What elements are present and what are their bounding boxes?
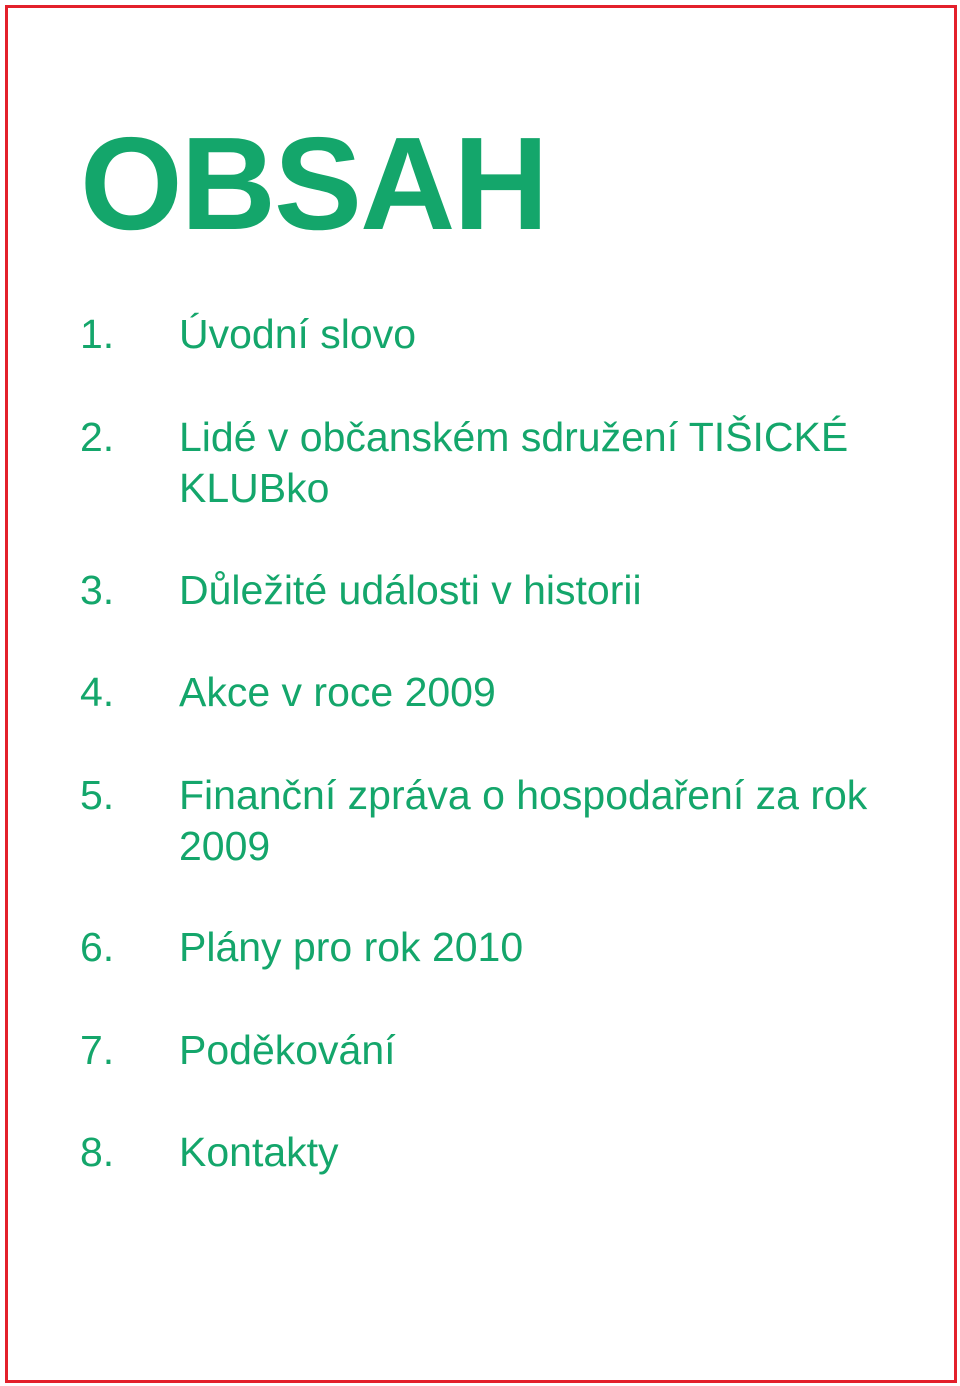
page-title: OBSAH (80, 110, 547, 257)
toc-item-8 (80, 1127, 900, 1178)
toc-item-2 (80, 412, 900, 514)
toc-number: 6. (80, 924, 115, 970)
toc-number: 4. (80, 669, 115, 715)
toc-label: Důležité události v historii (179, 567, 642, 613)
toc-number: 1. (80, 311, 115, 357)
toc-number: 5. (80, 772, 115, 818)
toc-label: Kontakty (179, 1129, 339, 1175)
toc-label: Poděkování (179, 1027, 396, 1073)
toc-item-5 (80, 770, 900, 872)
toc-number: 7. (80, 1027, 115, 1073)
toc-item-3 (80, 565, 900, 616)
toc-item-6 (80, 922, 900, 973)
toc-label: Akce v roce 2009 (179, 669, 496, 715)
toc-number: 8. (80, 1129, 115, 1175)
toc-label: Plány pro rok 2010 (179, 924, 524, 970)
toc-number: 2. (80, 414, 115, 460)
toc-number: 3. (80, 567, 115, 613)
toc-item-4 (80, 667, 900, 718)
toc-label: Finanční zpráva o hospodaření za rok 2009 (179, 772, 868, 869)
toc-label: Lidé v občanském sdružení TIŠICKÉ KLUBko (179, 414, 849, 511)
toc-label: Úvodní slovo (179, 311, 417, 357)
toc-item-7 (80, 1025, 900, 1076)
toc-item-1 (80, 309, 900, 360)
